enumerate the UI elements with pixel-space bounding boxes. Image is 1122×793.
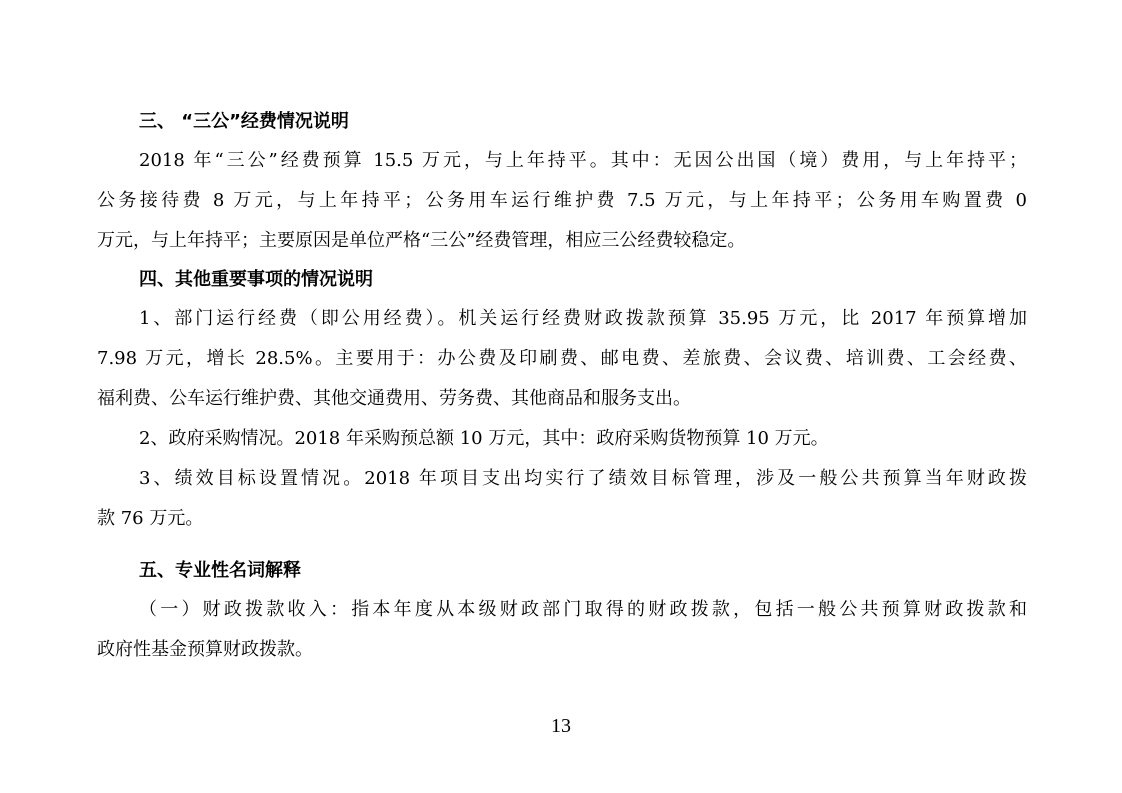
section-heading-three-public-expenses: 三、 “三公”经费情况说明 xyxy=(139,111,349,132)
paragraph-line: 政府性基金预算财政拨款。 xyxy=(97,639,313,660)
paragraph-line: 福利费、公车运行维护费、其他交通费用、劳务费、其他商品和服务支出。 xyxy=(97,388,691,409)
section-heading-other-matters: 四、其他重要事项的情况说明 xyxy=(139,269,373,290)
paragraph-line: 公务接待费 8 万元，与上年持平；公务用车运行维护费 7.5 万元，与上年持平；公务用车购置费 0 xyxy=(97,190,1027,211)
paragraph-line: 2018 年“三公”经费预算 15.5 万元，与上年持平。其中：无因公出国（境）费用，与上年持平； xyxy=(139,150,1027,171)
paragraph-line: 1、部门运行经费（即公用经费）。机关运行经费财政拨款预算 35.95 万元，比 2017 年预算增加 xyxy=(139,308,1027,329)
paragraph-line: 2、政府采购情况。2018 年采购预总额 10 万元，其中：政府采购货物预算 10 万元。 xyxy=(139,428,829,449)
paragraph-line: 万元，与上年持平；主要原因是单位严格“三公”经费管理，相应三公经费较稳定。 xyxy=(97,230,746,251)
paragraph-line: （一）财政拨款收入：指本年度从本级财政部门取得的财政拨款，包括一般公共预算财政拨款和 xyxy=(139,599,1027,620)
paragraph-line: 3、绩效目标设置情况。2018 年项目支出均实行了绩效目标管理，涉及一般公共预算当年财政拨 xyxy=(139,468,1027,489)
section-heading-terminology: 五、专业性名词解释 xyxy=(139,560,301,581)
page-number: 13 xyxy=(551,715,571,737)
paragraph-line: 款 76 万元。 xyxy=(97,508,204,529)
paragraph-line: 7.98 万元，增长 28.5%。主要用于：办公费及印刷费、邮电费、差旅费、会议费、培训费、工会经费、 xyxy=(97,348,1027,369)
